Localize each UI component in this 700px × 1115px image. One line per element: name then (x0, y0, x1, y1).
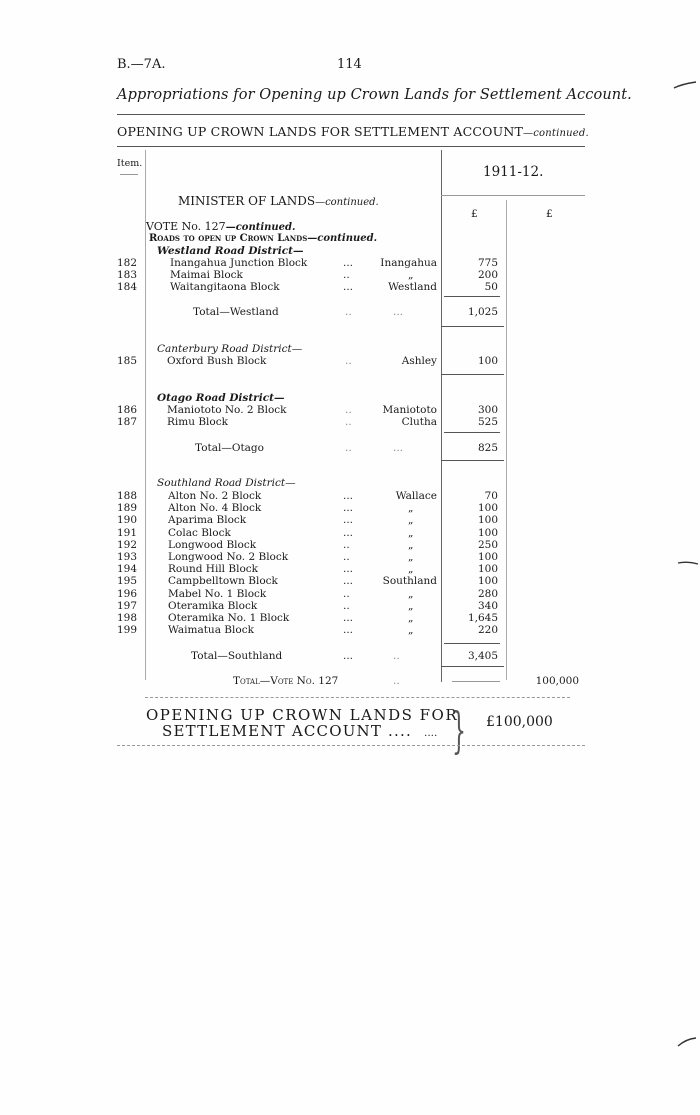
vote-total-amount: 100,000 (535, 675, 579, 687)
currency-symbol-1: £ (471, 208, 478, 220)
block-name: Maniototo No. 2 Block (167, 404, 287, 416)
account-heading-main: OPENING UP CROWN LANDS FOR SETTLEMENT ACCOUNT (117, 124, 523, 139)
subtotal-rule (441, 460, 504, 461)
item-number: 194 (117, 563, 138, 575)
leader-dots: ... (343, 650, 354, 662)
item-header-dash (120, 174, 138, 175)
block-name: Maimai Block (170, 269, 243, 281)
item-number: 193 (117, 551, 138, 563)
item-number: 192 (117, 539, 138, 551)
leader-dots: .. (343, 588, 350, 600)
amount: 50 (484, 281, 498, 293)
amount: 100 (477, 355, 498, 367)
item-number: 198 (117, 612, 138, 624)
year-column-header: 1911-12. (483, 164, 544, 180)
county-name: Wallace (395, 490, 437, 502)
total-amount: 825 (477, 442, 498, 454)
currency-symbol-2: £ (546, 208, 553, 220)
leader-dots: ... (343, 527, 354, 539)
item-number: 187 (117, 416, 138, 428)
county-name: Maniototo (382, 404, 437, 416)
block-name: Alton No. 4 Block (168, 502, 262, 514)
grand-total-line-2: SETTLEMENT ACCOUNT .... (162, 722, 412, 740)
vote-label: VOTE No. 127 (146, 220, 226, 233)
item-number: 196 (117, 588, 138, 600)
grand-total-line-1: OPENING UP CROWN LANDS FOR (146, 706, 459, 724)
department-heading (178, 194, 379, 208)
county-name: Westland (388, 281, 437, 293)
amount-column-left-rule (441, 150, 442, 682)
county-name: „ (408, 527, 414, 539)
leader-dots: ... (343, 563, 354, 575)
grand-total-brace: } (452, 705, 466, 760)
leader-dots: .. (345, 442, 352, 454)
subtotal-rule (441, 374, 504, 375)
account-heading-suffix: —continued. (523, 128, 589, 139)
section-divider (145, 697, 570, 698)
amount: 70 (484, 490, 498, 502)
block-name: Round Hill Block (168, 563, 259, 575)
margin-tick-mark (676, 1035, 698, 1049)
item-number: 186 (117, 404, 138, 416)
item-column-header: Item. (117, 158, 143, 169)
block-name: Oxford Bush Block (167, 355, 267, 367)
amount: 525 (477, 416, 498, 428)
leader-dots: .. (343, 600, 350, 612)
amount: 100 (477, 563, 498, 575)
total-label: Total—Westland (193, 306, 279, 318)
block-name: Inangahua Junction Block (170, 257, 308, 269)
margin-tick-mark (672, 78, 698, 92)
block-name: Aparima Block (168, 514, 247, 526)
block-name: Waimatua Block (168, 624, 254, 636)
county-name: „ (408, 588, 414, 600)
item-number: 190 (117, 514, 138, 526)
amount: 100 (477, 527, 498, 539)
block-name: Oteramika No. 1 Block (168, 612, 290, 624)
amount: 340 (477, 600, 498, 612)
subtotal-rule (441, 326, 504, 327)
county-name: „ (408, 502, 414, 514)
block-name: Alton No. 2 Block (168, 490, 262, 502)
county-name: „ (408, 269, 414, 281)
item-number: 199 (117, 624, 138, 636)
county-name: „ (408, 551, 414, 563)
subtotal-rule (444, 643, 500, 644)
county-name: „ (408, 624, 414, 636)
county-name: Clutha (401, 416, 437, 428)
page-title: Appropriations for Opening up Crown Lands for Settlement Account. (117, 87, 632, 103)
total-label: Total—Southland (191, 650, 283, 662)
title-rule (117, 114, 585, 115)
amount: 775 (477, 257, 498, 269)
item-number: 182 (117, 257, 138, 269)
block-name: Waitangitaona Block (170, 281, 280, 293)
page-number: 114 (337, 57, 362, 72)
district-westland: Westland Road District— (157, 245, 304, 257)
district-canterbury: Canterbury Road District— (157, 343, 303, 355)
leader-dots: .. (345, 306, 352, 318)
item-number: 191 (117, 527, 138, 539)
item-number: 183 (117, 269, 138, 281)
county-name: „ (408, 612, 414, 624)
item-number: 197 (117, 600, 138, 612)
amount: 220 (477, 624, 498, 636)
margin-tick-mark (676, 558, 700, 568)
leader-dots: ... (343, 490, 354, 502)
leader-dots: .. (393, 650, 400, 662)
amount-column-right-rule (506, 200, 507, 680)
vote-heading (146, 220, 296, 233)
account-heading (117, 124, 589, 139)
district-otago: Otago Road District— (157, 392, 285, 404)
county-name: „ (408, 539, 414, 551)
item-number: 189 (117, 502, 138, 514)
amount: 100 (477, 575, 498, 587)
amount: 250 (477, 539, 498, 551)
leader-dots: ... (343, 612, 354, 624)
county-name: Inangahua (380, 257, 437, 269)
amount: 100 (477, 502, 498, 514)
total-label: Total—Otago (195, 442, 264, 454)
leader-dots: ... (343, 257, 354, 269)
amount: 100 (477, 514, 498, 526)
leader-dots: ... (393, 306, 404, 318)
item-number: 184 (117, 281, 138, 293)
block-name: Rimu Block (167, 416, 228, 428)
leader-dots: .. (345, 404, 352, 416)
leader-dots: .. (345, 416, 352, 428)
vote-suffix: —continued. (225, 222, 296, 233)
roads-heading-main: Roads to open up Crown Lands (149, 233, 308, 244)
vote-total-label: Total—Vote No. 127 (233, 675, 339, 687)
department-heading-main: MINISTER OF LANDS (178, 194, 316, 208)
leader-dots: .. (393, 675, 400, 687)
item-number: 185 (117, 355, 138, 367)
year-header-rule (441, 195, 585, 196)
block-name: Colac Block (168, 527, 231, 539)
leader-dots: ... (343, 575, 354, 587)
subtotal-rule (444, 296, 500, 297)
table-top-rule (117, 146, 585, 147)
total-amount: 3,405 (467, 650, 498, 662)
item-number: 188 (117, 490, 138, 502)
vote-total-dash (452, 681, 500, 682)
county-name: Ashley (401, 355, 437, 367)
department-heading-suffix: —continued. (315, 197, 379, 208)
total-amount: 1,025 (467, 306, 498, 318)
leader-dots: .... (424, 727, 438, 739)
grand-total-amount: £100,000 (486, 714, 553, 730)
item-number: 195 (117, 575, 138, 587)
block-name: Mabel No. 1 Block (168, 588, 267, 600)
leader-dots: .. (343, 269, 350, 281)
county-name: Southland (382, 575, 437, 587)
county-name: „ (408, 563, 414, 575)
amount: 280 (477, 588, 498, 600)
leader-dots: ... (343, 502, 354, 514)
amount: 1,645 (467, 612, 498, 624)
leader-dots: .. (345, 355, 352, 367)
leader-dots: ... (393, 442, 404, 454)
document-reference: B.—7A. (117, 57, 166, 72)
leader-dots: ... (343, 624, 354, 636)
subtotal-rule (441, 666, 504, 667)
block-name: Longwood No. 2 Block (168, 551, 289, 563)
subtotal-rule (444, 432, 500, 433)
roads-heading (149, 233, 377, 244)
block-name: Longwood Block (168, 539, 257, 551)
bottom-rule (117, 745, 585, 746)
county-name: „ (408, 514, 414, 526)
leader-dots: ... (343, 514, 354, 526)
leader-dots: .. (343, 539, 350, 551)
amount: 100 (477, 551, 498, 563)
block-name: Oteramika Block (168, 600, 258, 612)
block-name: Campbelltown Block (168, 575, 278, 587)
district-southland: Southland Road District— (157, 477, 296, 489)
leader-dots: ... (343, 281, 354, 293)
roads-heading-suffix: —continued. (307, 233, 378, 244)
leader-dots: .. (343, 551, 350, 563)
amount: 200 (477, 269, 498, 281)
amount: 300 (477, 404, 498, 416)
county-name: „ (408, 600, 414, 612)
